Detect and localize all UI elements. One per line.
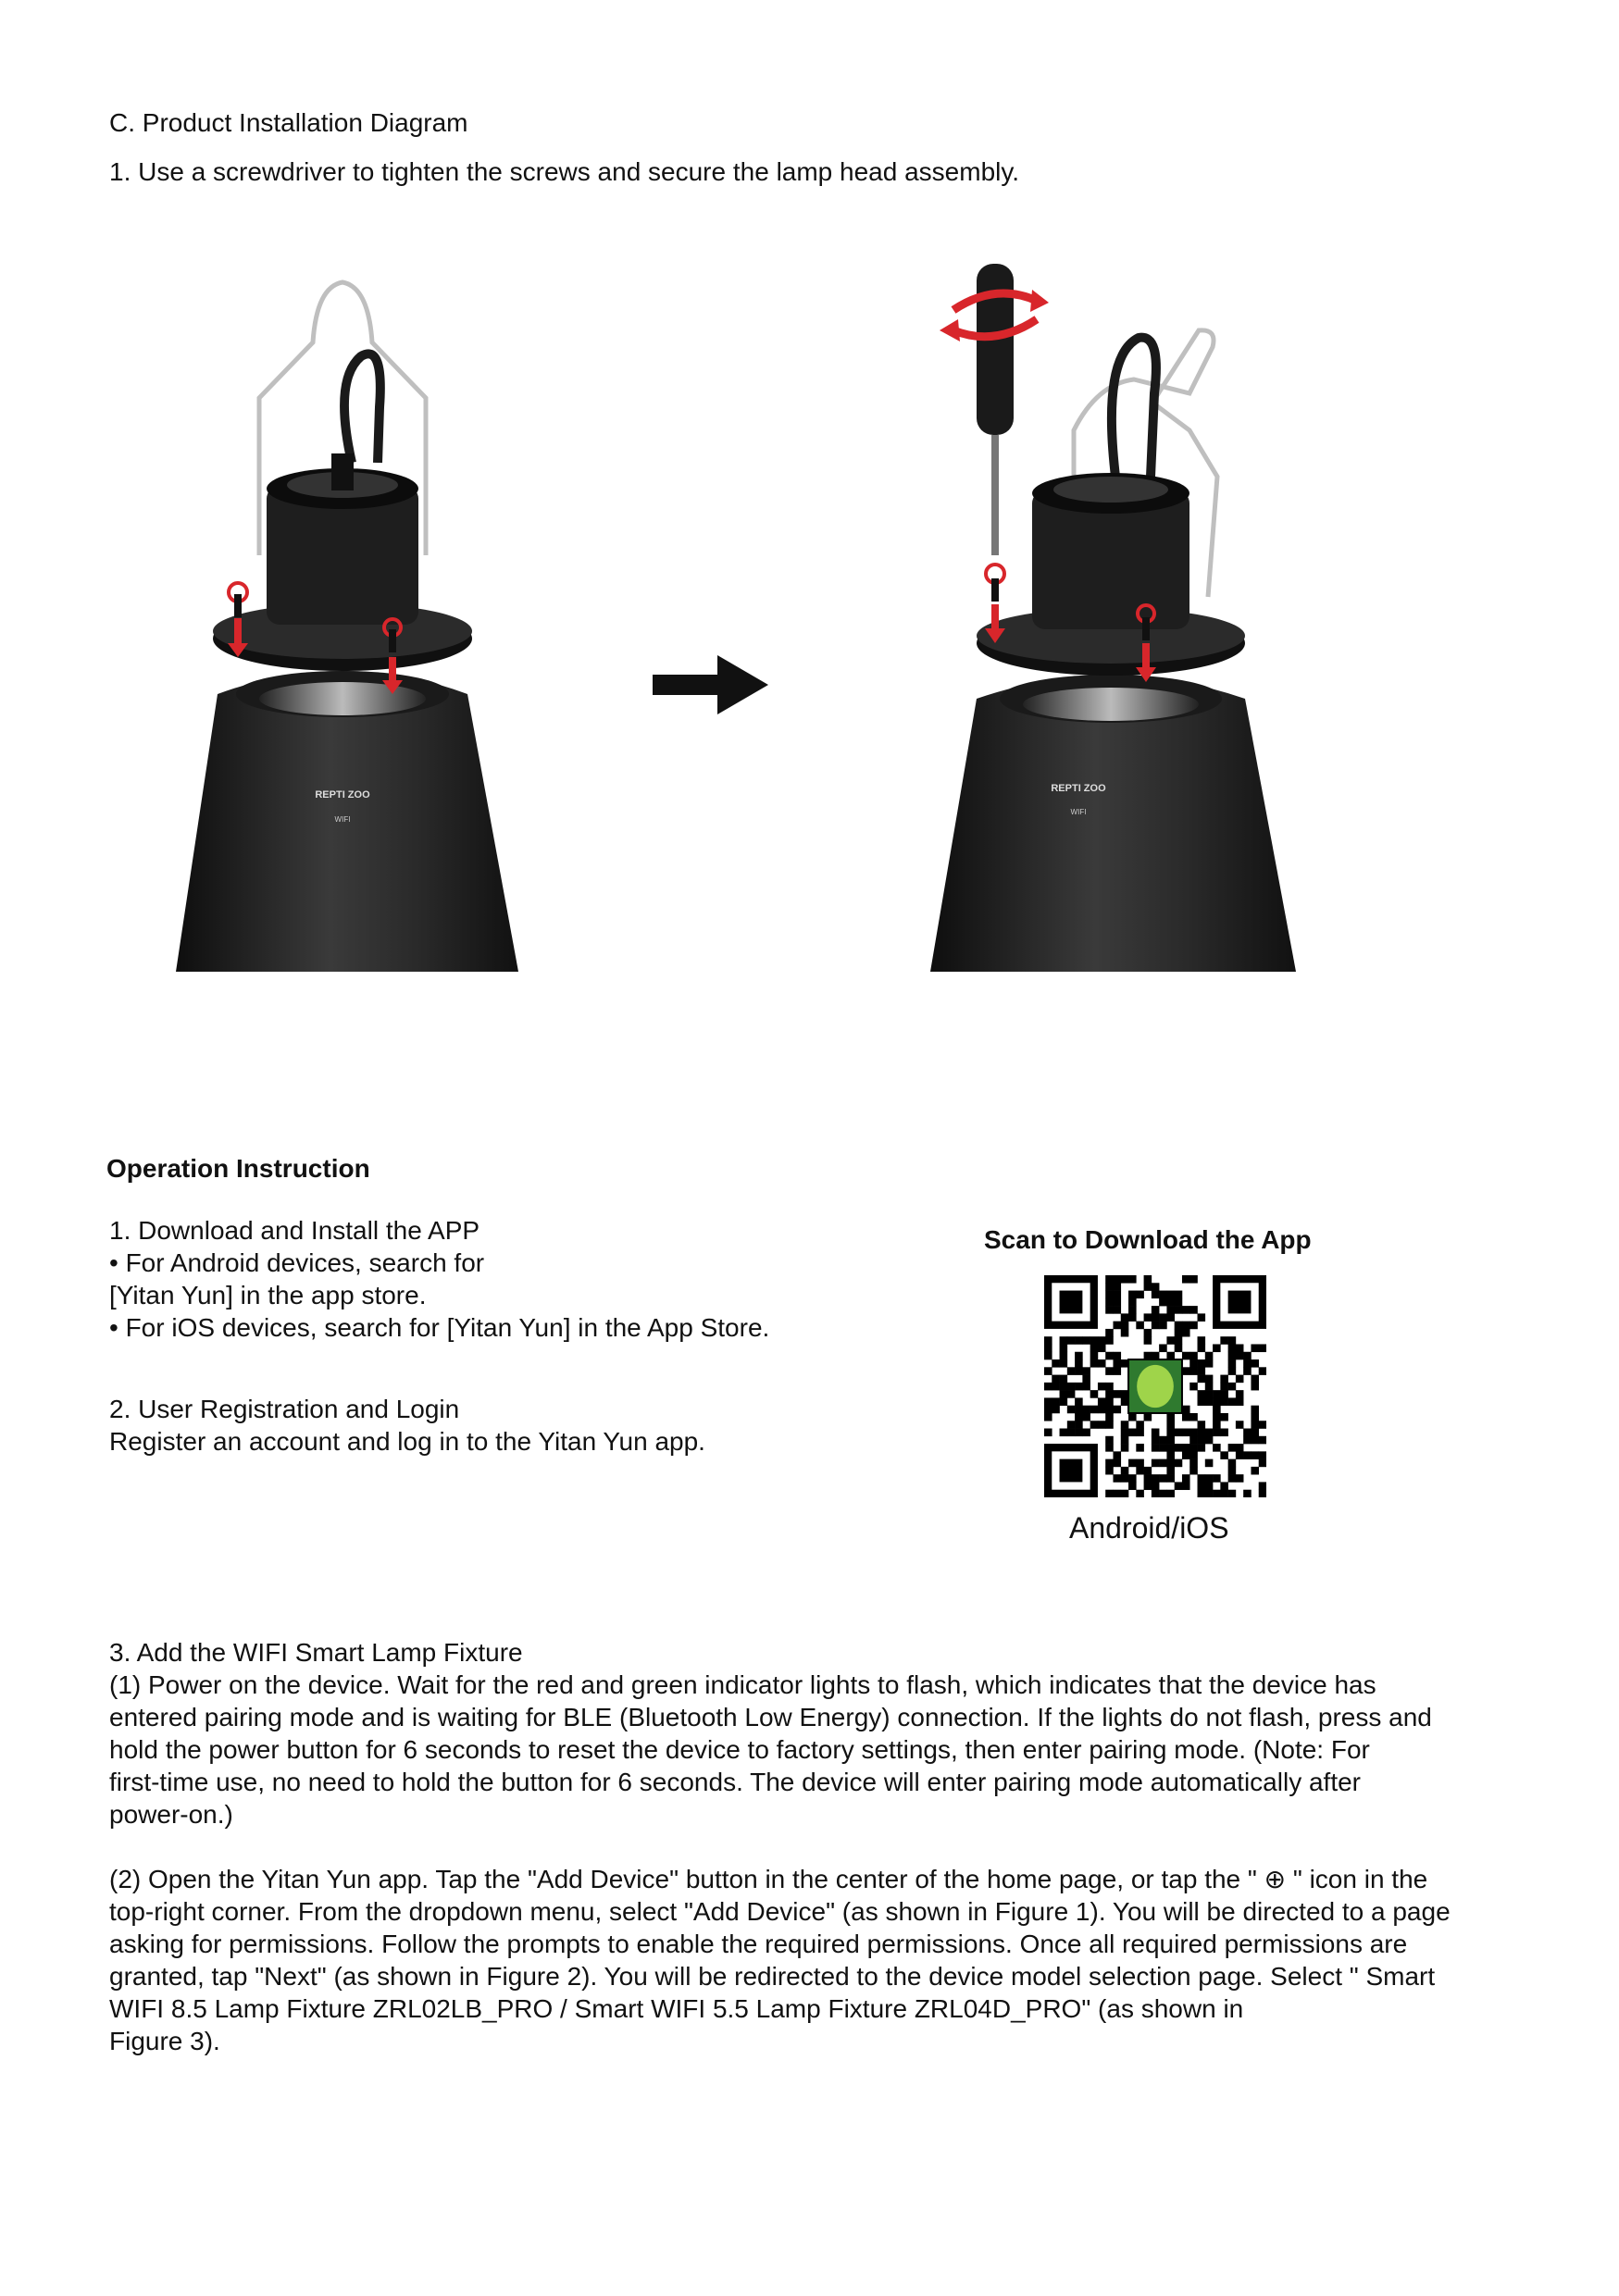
step1-line: • For iOS devices, search for [Yitan Yun] in the App Store.: [109, 1313, 770, 1342]
lamp-after-illustration: [912, 245, 1310, 972]
step2-line: Register an account and log in to the Yitan Yun app.: [109, 1427, 705, 1456]
lamp-before-illustration: [167, 268, 518, 972]
arrow-right-icon: [653, 652, 773, 717]
step3-paragraph-1: (1) Power on the device. Wait for the red and green indicator lights to flash, which indicates that the device has entered pairing mode and is waiting for BLE (Bluetooth Low Energy) connection. If the lights do not flash, press and hold the power button for 6 seconds to reset the device to factory settings, then enter pairing mode. (Note: For first-time use, no need to hold the button for 6 seconds. The device will enter pairing mode automatically after power-on.): [109, 1670, 1432, 1829]
qr-caption: Android/iOS: [1069, 1511, 1229, 1545]
step3-heading: 3. Add the WIFI Smart Lamp Fixture: [109, 1638, 523, 1667]
screwdriver-icon: [977, 264, 1014, 555]
wifi-badge: WIFI: [334, 815, 351, 824]
step1-line: • For Android devices, search for: [109, 1248, 485, 1277]
qr-title: Scan to Download the App: [984, 1225, 1312, 1254]
lamp-brand-logo: REPTI ZOO: [1051, 783, 1106, 794]
step3-paragraph-2: (2) Open the Yitan Yun app. Tap the "Add Device" button in the center of the home page, or tap the " ⊕ " icon in the top-right corner. From the dropdown menu, select "Add Device" (as shown in Figure 1). You will be directed to a page asking for permissions. Follow the prompts to enable the required permissions. Once all required permissions are granted, tap "Next" (as shown in Figure 2). You will be redirected to the device model selection page. Select " Smart WIFI 8.5 Lamp Fixture ZRL02LB_PRO / Smart WIFI 5.5 Lamp Fixture ZRL04D_PRO" (as shown in Figure 3).: [109, 1865, 1451, 2055]
step2-heading: 2. User Registration and Login: [109, 1395, 460, 1423]
section-title: C. Product Installation Diagram: [109, 108, 468, 137]
lamp-brand-logo: REPTI ZOO: [315, 789, 370, 800]
wifi-badge: WIFI: [1070, 808, 1087, 816]
qr-code-icon[interactable]: [1044, 1275, 1266, 1497]
step1-line: [Yitan Yun] in the app store.: [109, 1281, 427, 1309]
operation-title: Operation Instruction: [106, 1154, 370, 1183]
installation-step-1: 1. Use a screwdriver to tighten the screws and secure the lamp head assembly.: [109, 157, 1020, 186]
step1-heading: 1. Download and Install the APP: [109, 1216, 480, 1245]
